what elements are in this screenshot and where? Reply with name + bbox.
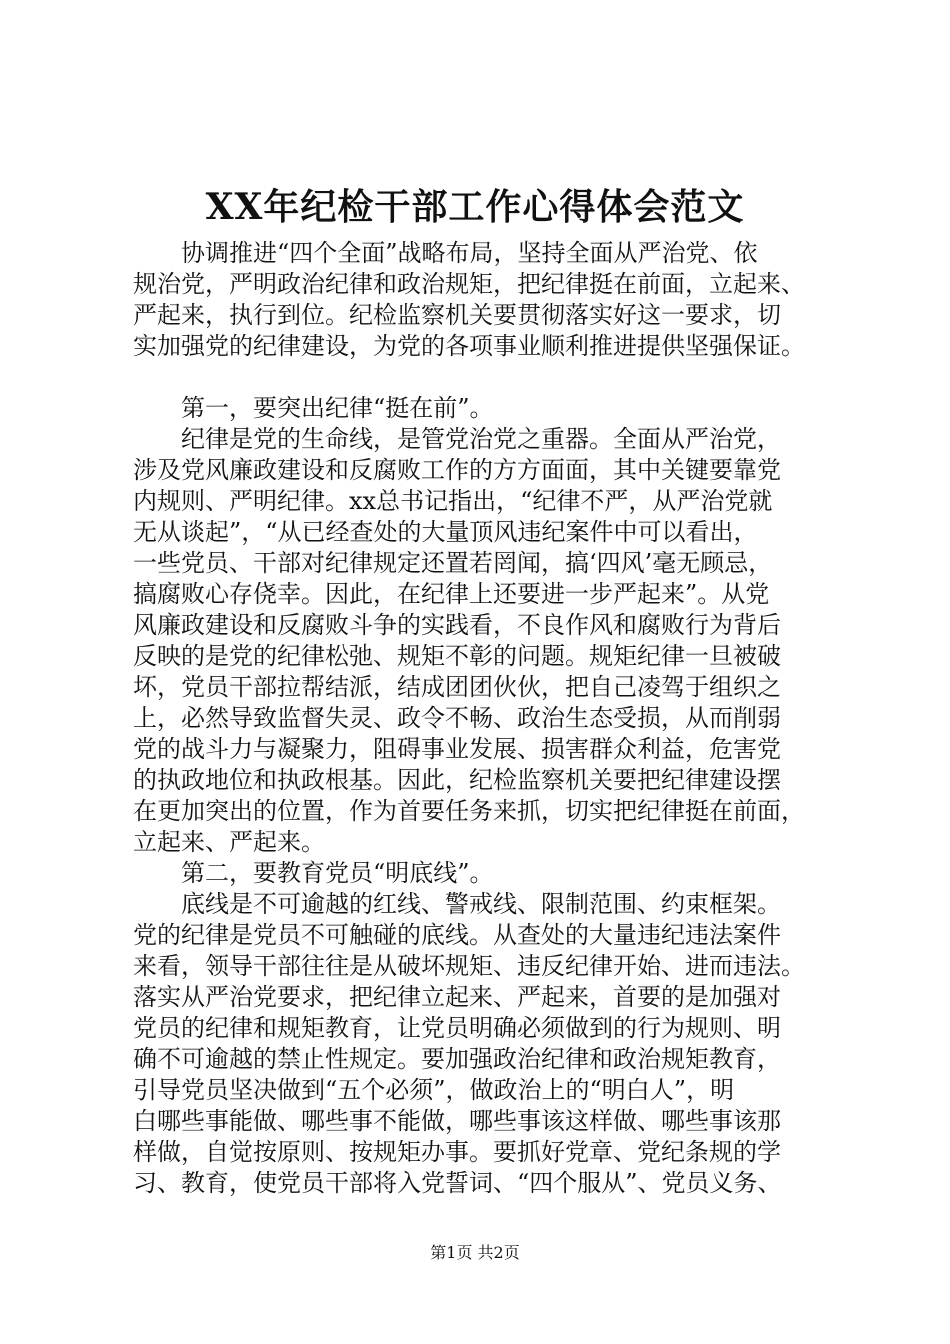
body-line: 一些党员、干部对纪律规定还置若罔闻，搞‘四风’毫无顾忌， <box>133 549 773 577</box>
body-line: 样做，自觉按原则、按规矩办事。要抓好党章、党纪条规的学 <box>133 1138 781 1166</box>
document-title: XX年纪检干部工作心得体会范文 <box>205 186 745 228</box>
body-line: 的执政地位和执政根基。因此，纪检监察机关要把纪律建设摆 <box>133 766 781 794</box>
body-line: 反映的是党的纪律松弛、规矩不彰的问题。规矩纪律一旦被破 <box>133 642 781 670</box>
body-line: 落实从严治党要求，把纪律立起来、严起来，首要的是加强对 <box>133 983 781 1011</box>
body-line: 来看，领导干部往往是从破坏规矩、违反纪律开始、进而违法。 <box>133 952 805 980</box>
body-line: 习、教育，使党员干部将入党誓词、“四个服从”、党员义务、 <box>133 1169 782 1197</box>
paragraph-gap <box>133 362 833 393</box>
section-heading: 第一，要突出纪律“挺在前”。 <box>181 394 494 422</box>
body-line: 在更加突出的位置，作为首要任务来抓，切实把纪律挺在前面， <box>133 797 805 825</box>
body-line: 严起来，执行到位。纪检监察机关要贯彻落实好这一要求，切 <box>133 301 781 329</box>
document-body <box>133 238 833 1199</box>
body-line: 风廉政建设和反腐败斗争的实践看，不良作风和腐败行为背后 <box>133 611 781 639</box>
page-footer: 第1页 共2页 <box>430 1243 520 1262</box>
body-line: 底线是不可逾越的红线、警戒线、限制范围、约束框架。 <box>181 890 781 918</box>
body-line: 涉及党风廉政建设和反腐败工作的方方面面，其中关键要靠党 <box>133 456 781 484</box>
body-line: 坏，党员干部拉帮结派，结成团团伙伙，把自己凌驾于组织之 <box>133 673 781 701</box>
body-line: 党员的纪律和规矩教育，让党员明确必须做到的行为规则、明 <box>133 1014 781 1042</box>
body-line: 内规则、严明纪律。xx总书记指出，“纪律不严，从严治党就 <box>133 487 773 515</box>
body-line: 引导党员坚决做到“五个必须”，做政治上的“明白人”，明 <box>133 1076 735 1104</box>
body-line: 党的纪律是党员不可触碰的底线。从查处的大量违纪违法案件 <box>133 921 781 949</box>
body-line: 上，必然导致监督失灵、政令不畅、政治生态受损，从而削弱 <box>133 704 781 732</box>
body-line: 搞腐败心存侥幸。因此，在纪律上还要进一步严起来”。从党 <box>133 580 770 608</box>
body-line: 规治党，严明政治纪律和政治规矩，把纪律挺在前面，立起来、 <box>133 270 805 298</box>
body-line: 实加强党的纪律建设，为党的各项事业顺利推进提供坚强保证。 <box>133 332 805 360</box>
body-line: 立起来、严起来。 <box>133 828 325 856</box>
body-line: 白哪些事能做、哪些事不能做，哪些事该这样做、哪些事该那 <box>133 1107 781 1135</box>
body-line: 无从谈起”，“从已经查处的大量顶风违纪案件中可以看出， <box>133 518 758 546</box>
body-line: 纪律是党的生命线，是管党治党之重器。全面从严治党， <box>181 425 781 453</box>
section-heading: 第二，要教育党员“明底线”。 <box>181 859 494 887</box>
body-line: 确不可逾越的禁止性规定。要加强政治纪律和政治规矩教育， <box>133 1045 781 1073</box>
body-line: 协调推进“四个全面”战略布局，坚持全面从严治党、依 <box>181 239 758 267</box>
body-line: 党的战斗力与凝聚力，阻碍事业发展、损害群众利益，危害党 <box>133 735 781 763</box>
